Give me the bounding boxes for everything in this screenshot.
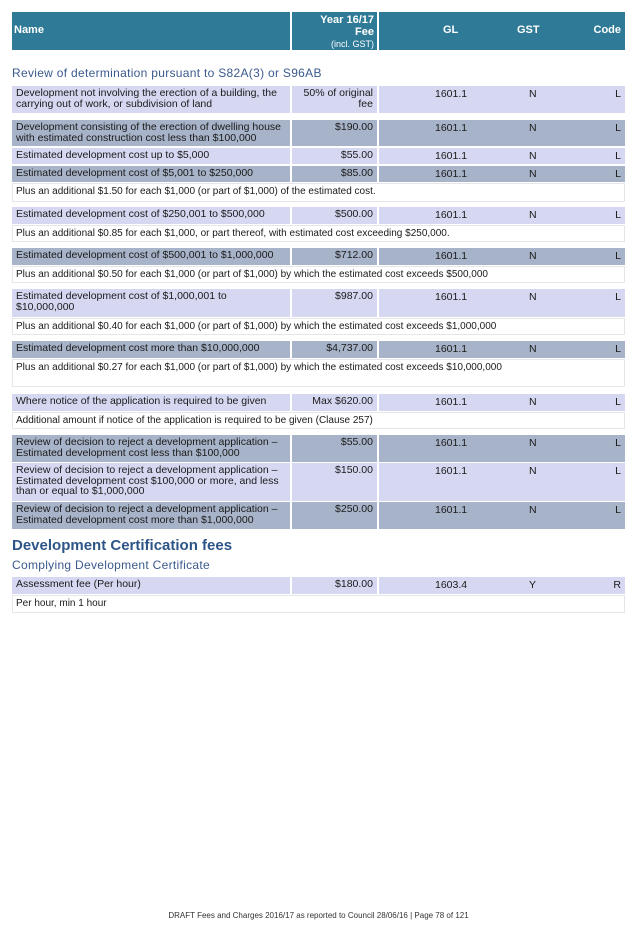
- table-row: [12, 120, 625, 146]
- row-code: L: [615, 209, 621, 221]
- row-fee: $250.00: [292, 502, 377, 529]
- row-gst: N: [529, 396, 537, 408]
- table-row: [12, 463, 625, 501]
- note-text: Plus an additional $1.50 for each $1,000 (or part of $1,000) of the estimated cost.: [12, 183, 625, 202]
- row-gst: N: [529, 437, 537, 449]
- row-code: L: [615, 122, 621, 134]
- row-code: L: [615, 150, 621, 162]
- header-name: Name: [12, 12, 290, 50]
- row-code: L: [615, 168, 621, 180]
- note-text: Per hour, min 1 hour: [12, 595, 625, 613]
- row-fee: $55.00: [292, 435, 377, 462]
- header-fee: [292, 12, 377, 50]
- table-row: [12, 86, 625, 113]
- row-code: R: [613, 579, 621, 591]
- row-codes: [379, 577, 625, 594]
- row-gl: 1601.1: [435, 168, 468, 180]
- row-fee: $987.00: [292, 289, 377, 317]
- row-code: L: [615, 504, 621, 516]
- row-name: Estimated development cost more than $10,000,000: [12, 341, 290, 358]
- row-name: Estimated development cost of $500,001 to $1,000,000: [12, 248, 290, 265]
- table-row: [12, 248, 625, 265]
- row-gst: N: [529, 465, 537, 477]
- row-gst: Y: [529, 579, 537, 591]
- header-gl: GL: [443, 24, 459, 36]
- table-row: [12, 577, 625, 594]
- row-gl: 1601.1: [435, 343, 468, 355]
- row-gl: 1603.4: [435, 579, 468, 591]
- section-title-review: Review of determination pursuant to S82A(3) or S96AB: [12, 66, 322, 80]
- section-title-certification: Development Certification fees: [12, 537, 233, 554]
- row-gst: N: [529, 504, 537, 516]
- row-codes: [379, 207, 625, 224]
- row-gl: 1601.1: [435, 291, 468, 303]
- row-code: L: [615, 396, 621, 408]
- note-text: Plus an additional $0.40 for each $1,000 (or part of $1,000) by which the estimated cost exceeds $1,000,000: [12, 318, 625, 335]
- row-codes: [379, 248, 625, 265]
- row-code: L: [615, 437, 621, 449]
- row-name: Estimated development cost up to $5,000: [12, 148, 290, 164]
- row-codes: [379, 463, 625, 501]
- row-gst: N: [529, 250, 537, 262]
- row-codes: [379, 394, 625, 411]
- table-row: [12, 394, 625, 411]
- row-code: L: [615, 88, 621, 100]
- row-gl: 1601.1: [435, 465, 468, 477]
- row-name: Review of decision to reject a development application – Estimated development cost more than $1,000,000: [12, 502, 290, 529]
- row-codes: [379, 148, 625, 164]
- row-gl: 1601.1: [435, 88, 468, 100]
- row-codes: [379, 86, 625, 113]
- table-row: [12, 502, 625, 529]
- note-text: Plus an additional $0.50 for each $1,000 (or part of $1,000) by which the estimated cost exceeds $500,000: [12, 266, 625, 283]
- row-codes: [379, 289, 625, 317]
- row-gst: N: [529, 122, 537, 134]
- row-fee: $190.00: [292, 120, 377, 146]
- header-code: Code: [593, 24, 621, 36]
- header-fee-line2: Fee: [355, 26, 374, 38]
- row-gl: 1601.1: [435, 250, 468, 262]
- row-code: L: [615, 343, 621, 355]
- row-gl: 1601.1: [435, 209, 468, 221]
- row-gl: 1601.1: [435, 396, 468, 408]
- table-row: [12, 207, 625, 224]
- table-row: [12, 341, 625, 358]
- row-name: Estimated development cost of $250,001 to $500,000: [12, 207, 290, 224]
- note-text: Plus an additional $0.27 for each $1,000 (or part of $1,000) by which the estimated cost exceeds $10,000,000: [12, 359, 625, 387]
- row-fee: $150.00: [292, 463, 377, 501]
- row-name: Review of decision to reject a development application – Estimated development cost less than $100,000: [12, 435, 290, 462]
- row-code: L: [615, 250, 621, 262]
- row-code: L: [615, 465, 621, 477]
- section-subtitle-cdc: Complying Development Certificate: [12, 558, 210, 572]
- row-gst: N: [529, 88, 537, 100]
- row-fee: 50% of original fee: [292, 86, 377, 113]
- table-row: [12, 289, 625, 317]
- table-row: [12, 435, 625, 462]
- row-fee: $55.00: [292, 148, 377, 164]
- row-fee: $500.00: [292, 207, 377, 224]
- row-fee: $85.00: [292, 166, 377, 182]
- header-fee-line3: (incl. GST): [330, 39, 374, 49]
- row-gl: 1601.1: [435, 150, 468, 162]
- table-row: [12, 148, 625, 164]
- row-name: Where notice of the application is required to be given: [12, 394, 290, 411]
- row-fee: $180.00: [292, 577, 377, 594]
- table-header: [12, 12, 625, 50]
- row-fee: Max $620.00: [292, 394, 377, 411]
- row-gst: N: [529, 291, 537, 303]
- row-code: L: [615, 291, 621, 303]
- row-name: Development consisting of the erection of dwelling house with estimated construction cost less than $100,000: [12, 120, 290, 146]
- page-footer: DRAFT Fees and Charges 2016/17 as reported to Council 28/06/16 | Page 78 of 121: [168, 911, 469, 920]
- row-gst: N: [529, 168, 537, 180]
- row-name: Estimated development cost of $1,000,001 to $10,000,000: [12, 289, 290, 317]
- row-name: Assessment fee (Per hour): [12, 577, 290, 594]
- row-gst: N: [529, 343, 537, 355]
- header-gst: GST: [517, 24, 540, 36]
- row-codes: [379, 502, 625, 529]
- row-gst: N: [529, 209, 537, 221]
- row-gl: 1601.1: [435, 122, 468, 134]
- note-text: Additional amount if notice of the application is required to be given (Clause 257): [12, 412, 625, 429]
- header-fee-line1: Year 16/17: [320, 14, 374, 26]
- row-gl: 1601.1: [435, 504, 468, 516]
- row-name: Estimated development cost of $5,001 to $250,000: [12, 166, 290, 182]
- note-text: Plus an additional $0.85 for each $1,000, or part thereof, with estimated cost exceeding $250,000.: [12, 225, 625, 242]
- row-name: Review of decision to reject a development application – Estimated development cost $100,000 or more, and less than or equal to $1,000,000: [12, 463, 290, 501]
- row-fee: $712.00: [292, 248, 377, 265]
- row-codes: [379, 166, 625, 182]
- row-name: Development not involving the erection of a building, the carrying out of work, or subdivision of land: [12, 86, 290, 113]
- row-codes: [379, 435, 625, 462]
- table-row: [12, 166, 625, 182]
- row-gst: N: [529, 150, 537, 162]
- row-fee: $4,737.00: [292, 341, 377, 358]
- row-codes: [379, 341, 625, 358]
- header-codes: [379, 12, 625, 50]
- row-codes: [379, 120, 625, 146]
- row-gl: 1601.1: [435, 437, 468, 449]
